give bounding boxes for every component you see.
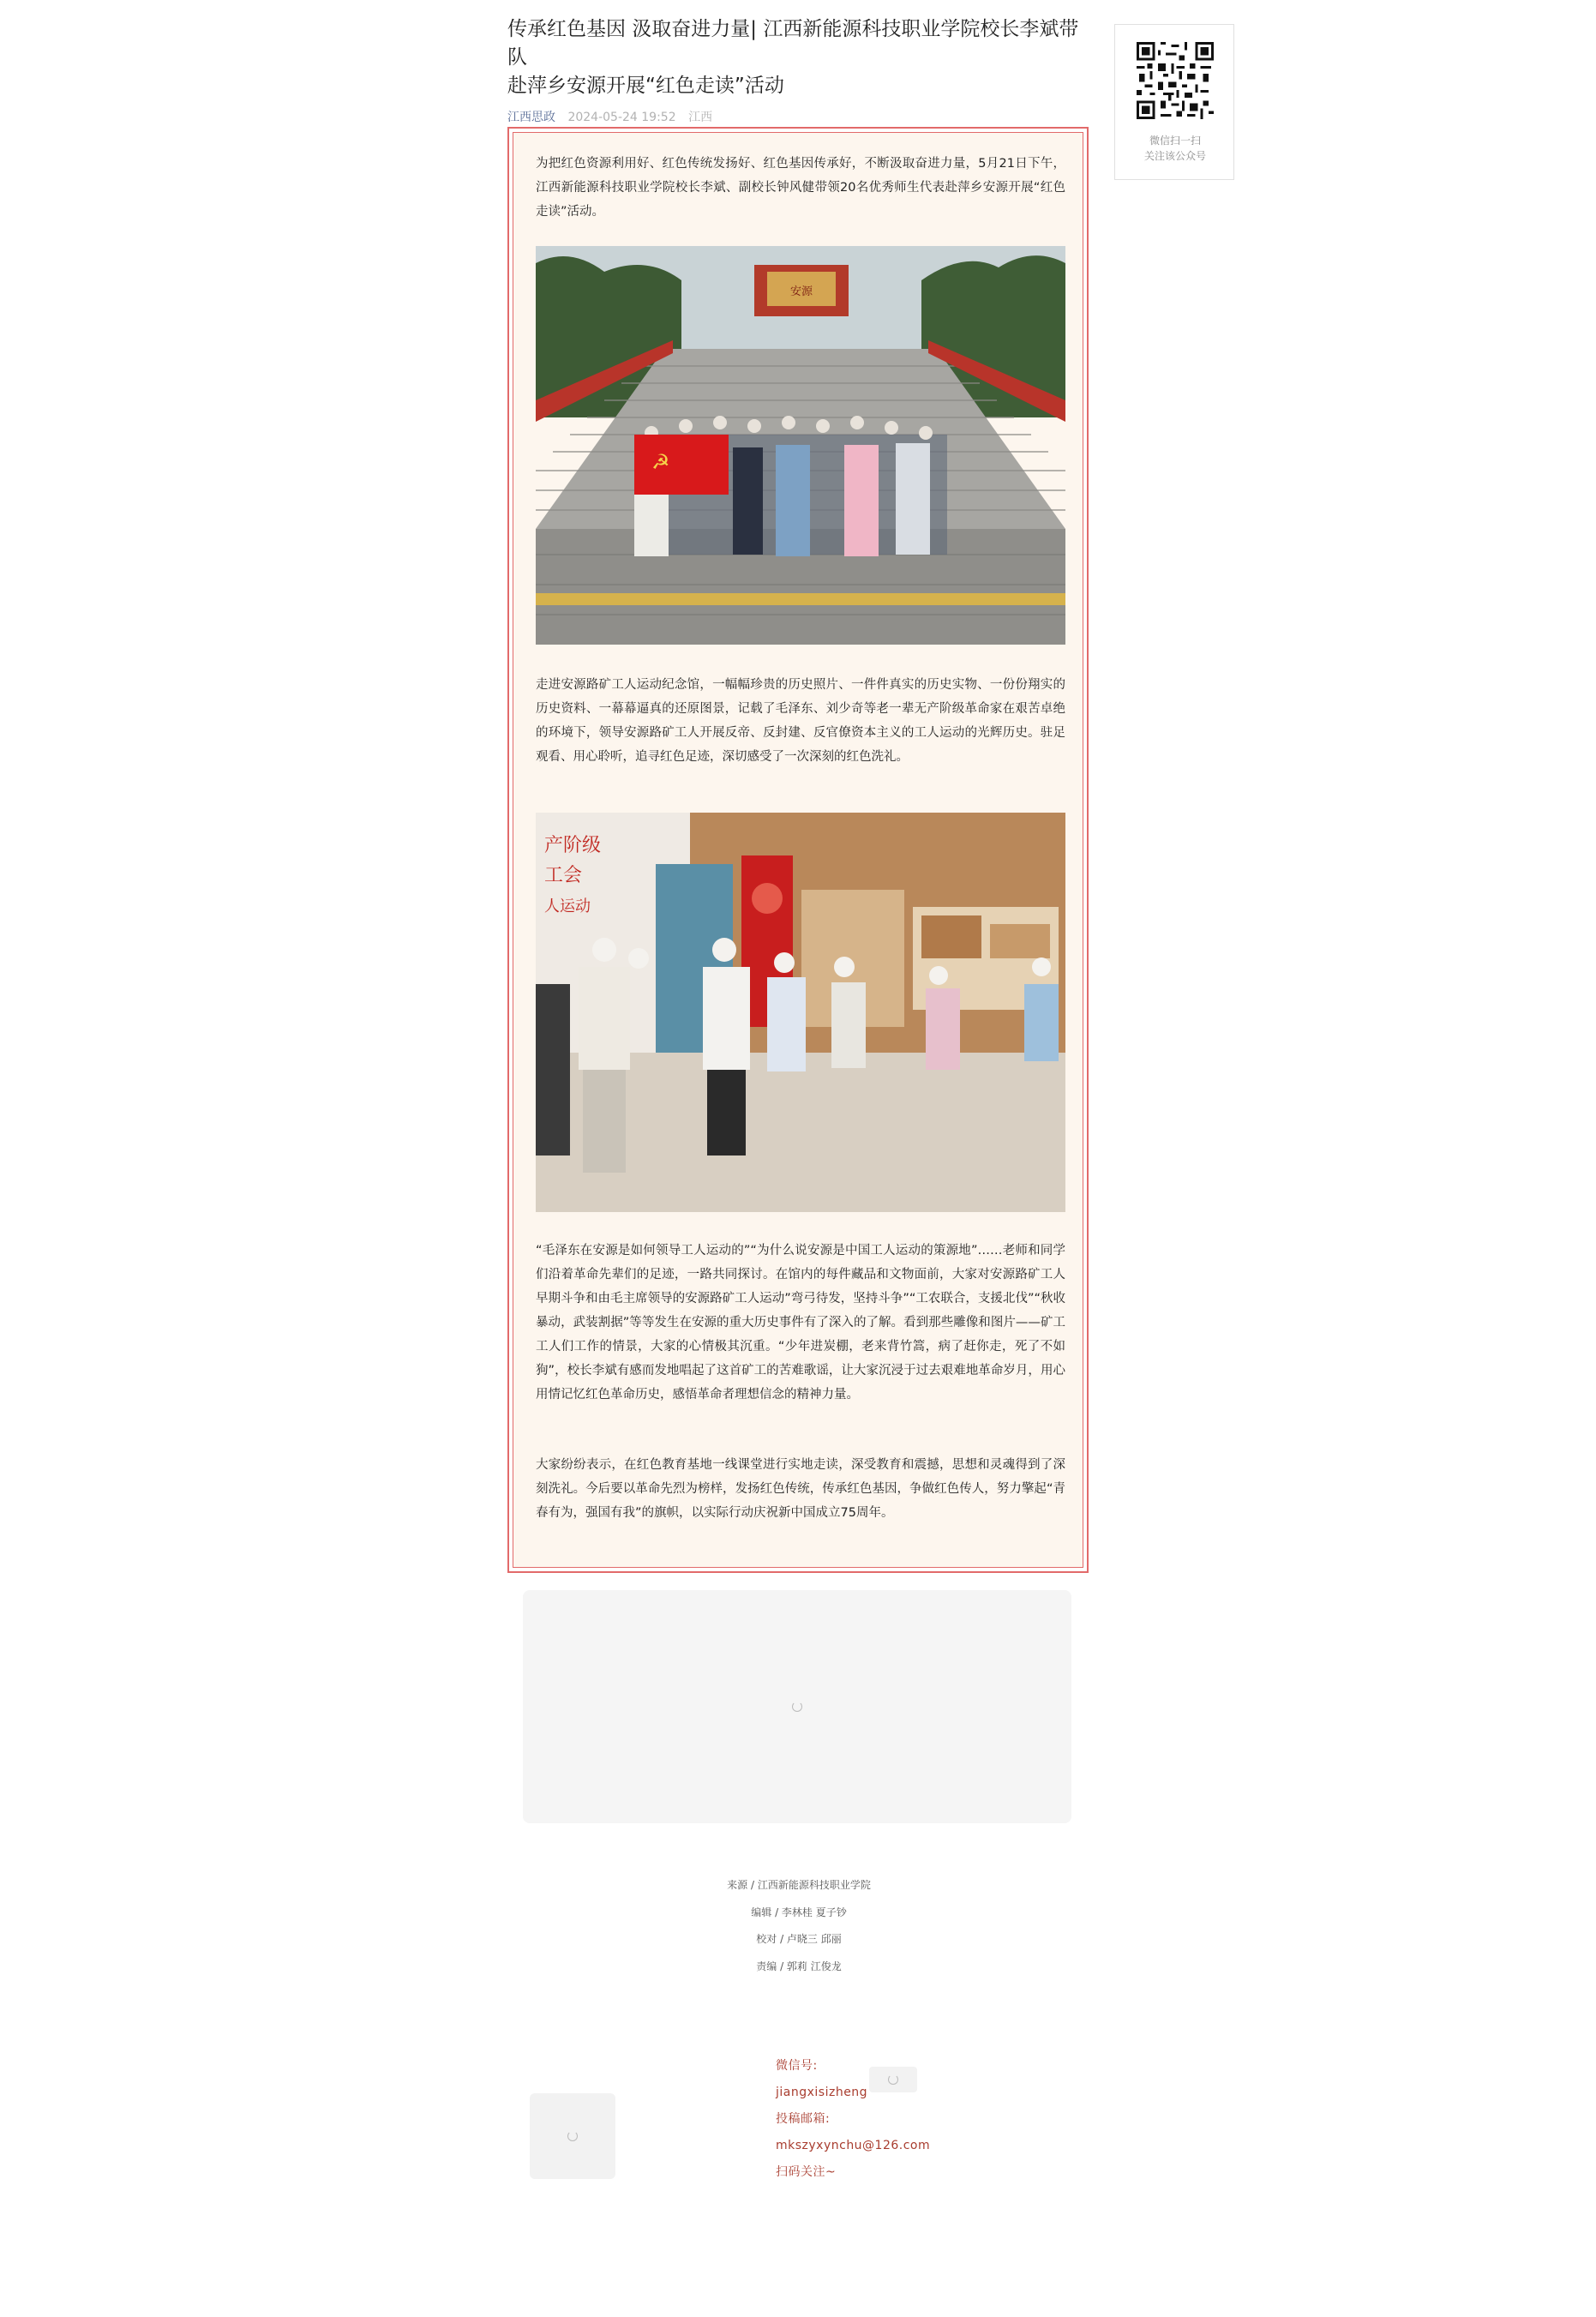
exhibit-wall-text-2: 工会 xyxy=(544,865,583,886)
exhibit-wall-text-3: 人运动 xyxy=(544,897,591,915)
publish-location: 江西 xyxy=(688,111,713,124)
article-content xyxy=(513,132,1083,1568)
footer-wechat-label: 微信号: xyxy=(776,2059,818,2073)
article-title-line1: 传承红色基因 汲取奋进力量| 江西新能源科技职业学院校长李斌带队 xyxy=(507,18,1079,69)
credit-reviewer: 责编 / 郭莉 江俊龙 xyxy=(756,1960,842,1972)
loading-embed-placeholder xyxy=(523,1590,1071,1823)
account-name-link[interactable]: 江西思政 xyxy=(507,111,555,124)
content-paragraph-2: 走进安源路矿工人运动纪念馆，一幅幅珍贵的历史照片、一件件真实的历史实物、一份份翔实的历史资料、一幕幕逼真的还原图景，记载了毛泽东、刘少奇等老一辈无产阶级革命家在艰苦卓绝的环境下，领导安源路矿工人开展反帝、反封建、反官僚资本主义的工人运动的光辉历史。驻足观看、用心聆听，追寻红色足迹，深切感受了一次深刻的红色洗礼。 xyxy=(536,678,1065,764)
footer-email: mkszyxynchu@126.com xyxy=(776,2139,931,2152)
article-title-line2: 赴萍乡安源开展“红色走读”活动 xyxy=(507,75,784,97)
museum-photo-illustration xyxy=(536,813,1065,1212)
credit-source: 来源 / 江西新能源科技职业学院 xyxy=(727,1879,871,1891)
qr-code-image xyxy=(1137,42,1214,119)
flag-emblem-icon: ☭ xyxy=(651,450,670,474)
article-meta xyxy=(507,109,1090,126)
footer-image-placeholder xyxy=(530,2093,615,2179)
footer-follow-text: 扫码关注~ xyxy=(776,2165,837,2179)
qr-code-panel xyxy=(1114,24,1234,180)
footer-wechat-id: jiangxisizheng xyxy=(776,2086,868,2099)
content-paragraph-1: 为把红色资源利用好、红色传统发扬好、红色基因传承好，不断汲取奋进力量，5月21日下午，江西新能源科技职业学院校长李斌、副校长钟风健带领20名优秀师生代表赴萍乡安源开展“红色走读”活动。 xyxy=(536,157,1065,219)
credit-editor: 编辑 / 李林桂 夏子钞 xyxy=(751,1906,847,1918)
exhibit-wall-text-1: 产阶级 xyxy=(544,835,602,856)
article-content-frame xyxy=(507,127,1089,1573)
credit-proofreader: 校对 / 卢晓三 邱丽 xyxy=(756,1933,842,1945)
content-paragraph-4: 大家纷纷表示，在红色教育基地一线课堂进行实地走读，深受教育和震撼，思想和灵魂得到了深刻洗礼。今后要以革命先烈为榜样，发扬红色传统，传承红色基因，争做红色传人，努力擎起“青春有为，强国有我”的旗帜，以实际行动庆祝新中国成立75周年。 xyxy=(536,1458,1065,1520)
footer-mini-image-placeholder xyxy=(869,2067,917,2092)
footer-loading-spinner-icon xyxy=(567,2131,578,2141)
museum-visit-photo xyxy=(536,813,1065,1212)
qr-caption-scan: 微信扫一扫 xyxy=(1149,135,1201,147)
footer-mini-spinner-icon xyxy=(888,2074,898,2085)
group-photo-stairs xyxy=(536,246,1065,645)
group-photo-illustration xyxy=(536,246,1065,645)
footer-email-label: 投稿邮箱: xyxy=(776,2112,831,2126)
content-paragraph-3: “毛泽东在安源是如何领导工人运动的”“为什么说安源是中国工人运动的策源地”……老师和同学们沿着革命先辈们的足迹，一路共同探讨。在馆内的每件藏品和文物面前，大家对安源路矿工人早期斗争和由毛主席领导的安源路矿工人运动”弯弓待发，坚持斗争”“工农联合，支援北伐”“秋收暴动，武装割据”等等发生在安源的重大历史事件有了深入的了解。看到那些雕像和图片——矿工工人们工作的情景，大家的心情极其沉重。“少年进炭棚，老来背竹篙，病了赶你走，死了不如狗”，校长李斌有感而发地唱起了这首矿工的苦难歌谣，让大家沉浸于过去艰难地革命岁月，用心用情记忆红色革命历史，感悟革命者理想信念的精神力量。 xyxy=(536,1244,1065,1402)
publish-date: 2024-05-24 19:52 xyxy=(567,111,676,124)
qr-caption-follow: 关注该公众号 xyxy=(1143,150,1206,162)
loading-spinner-icon xyxy=(792,1702,802,1712)
article-title xyxy=(507,15,1090,100)
monument-sign-text: 安源 xyxy=(789,285,813,298)
article-header xyxy=(507,15,1090,126)
